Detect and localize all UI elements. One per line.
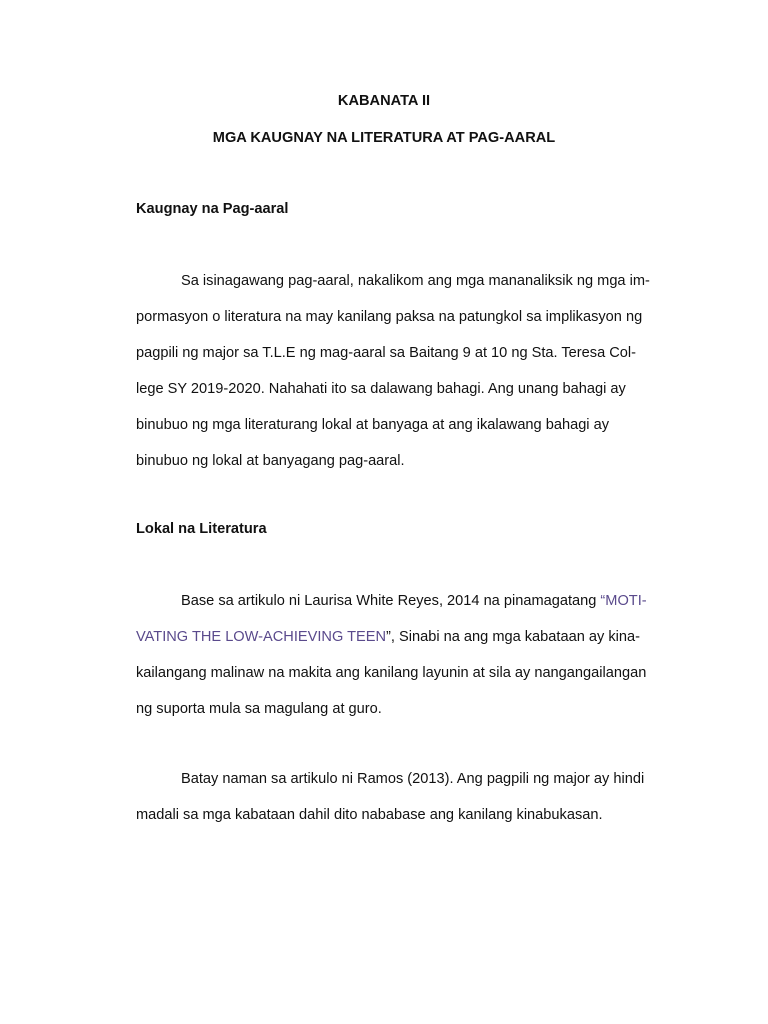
paragraph-line: binubuo ng lokal at banyagang pag-aaral. <box>136 453 405 469</box>
chapter-title: MGA KAUGNAY NA LITERATURA AT PAG-AARAL <box>212 130 556 146</box>
quoted-title: VATING THE LOW-ACHIEVING TEEN <box>136 629 387 645</box>
line-text: Base sa artikulo ni Laurisa White Reyes, 2014 na pinamagatang <box>181 593 601 609</box>
chapter-number: KABANATA II <box>337 93 431 109</box>
quoted-title: “MOTI- <box>600 593 647 609</box>
paragraph-line: Sa isinagawang pag-aaral, nakalikom ang mga mananaliksik ng mga im- <box>181 273 650 289</box>
section-heading-lokal: Lokal na Literatura <box>136 521 267 537</box>
paragraph-line: lege SY 2019-2020. Nahahati ito sa dalawang bahagi. Ang unang bahagi ay <box>136 381 626 397</box>
line-text: ”, Sinabi na ang mga kabataan ay kina- <box>386 629 640 645</box>
paragraph-line: kailangang malinaw na makita ang kanilang layunin at sila ay nangangailangan <box>136 665 647 681</box>
paragraph-line: pormasyon o literatura na may kanilang paksa na patungkol sa implikasyon ng <box>136 309 643 325</box>
paragraph-line: pagpili ng major sa T.L.E ng mag-aaral sa Baitang 9 at 10 ng Sta. Teresa Col- <box>136 345 636 361</box>
paragraph-line <box>136 628 676 664</box>
section-heading-kaugnay: Kaugnay na Pag-aaral <box>136 201 289 217</box>
paragraph-line: madali sa mga kabataan dahil dito nababase ang kanilang kinabukasan. <box>136 807 603 823</box>
paragraph-line: ng suporta mula sa magulang at guro. <box>136 701 382 717</box>
paragraph-line <box>136 592 676 628</box>
paragraph-reyes <box>136 592 676 736</box>
paragraph-line: Batay naman sa artikulo ni Ramos (2013). Ang pagpili ng major ay hindi <box>181 771 645 787</box>
paragraph-kaugnay <box>136 272 676 488</box>
paragraph-ramos <box>136 770 676 842</box>
paragraph-line: binubuo ng mga literaturang lokal at banyaga at ang ikalawang bahagi ay <box>136 417 610 433</box>
